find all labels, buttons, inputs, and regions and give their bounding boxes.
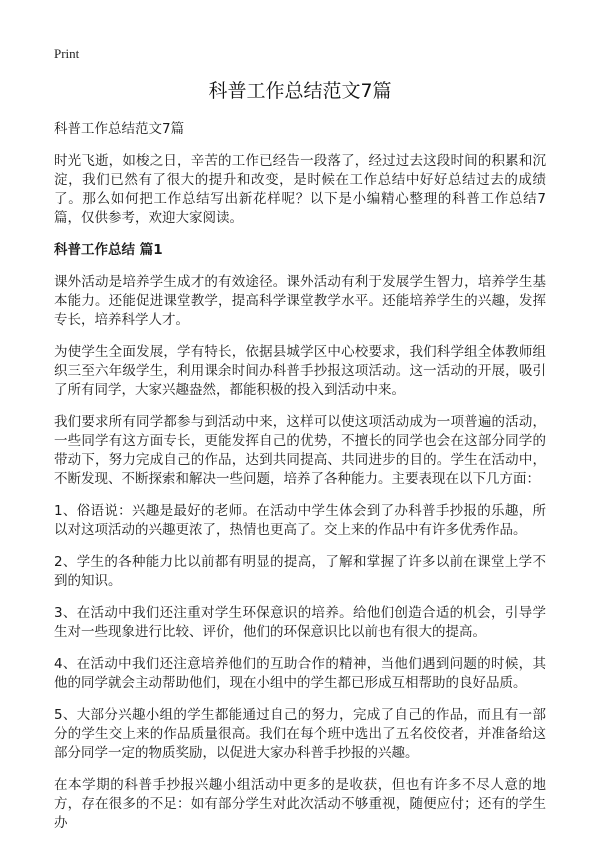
- body-paragraph: 我们要求所有同学都参与到活动中来，这样可以使这项活动成为一项普遍的活动，一些同学有这方面专长，更能发挥自己的优势，不擅长的同学也会在这部分同学的带动下，努力完成自己的作品，达到共同提高、共同进步的目的。学生在活动中，不断发现、不断探索和解决一些问题，培养了各种能力。主要表现在以下几方面：: [54, 414, 546, 487]
- list-item-paragraph: 4、在活动中我们还注意培养他们的互助合作的精神，当他们遇到问题的时候，其他的同学就会主动帮助他们，现在小组中的学生都已形成互相帮助的良好品质。: [54, 656, 546, 691]
- list-item-paragraph: 1、俗语说：兴趣是最好的老师。在活动中学生体会到了办科普手抄报的乐趣，所以对这项活动的兴趣更浓了，热情也更高了。交上来的作品中有许多优秀作品。: [54, 503, 546, 538]
- body-paragraph: 为使学生全面发展，学有特长，依据县城学区中心校要求，我们科学组全体教师组织三至六年级学生，利用课余时间办科普手抄报这项活动。这一活动的开展，吸引了所有同学，大家兴趣盎然，都能积极的投入到活动中来。: [54, 344, 546, 398]
- body-paragraph: 在本学期的科普手抄报兴趣小组活动中更多的是收获，但也有许多不尽人意的地方，存在很多的不足：如有部分学生对此次活动不够重视，随便应付；还有的学生办: [54, 777, 546, 831]
- section-heading: 科普工作总结 篇1: [54, 242, 163, 258]
- list-item-paragraph: 2、学生的各种能力比以前都有明显的提高，了解和掌握了许多以前在课堂上学不到的知识。: [54, 554, 546, 589]
- list-item-paragraph: 5、大部分兴趣小组的学生都能通过自己的努力，完成了自己的作品，而且有一部分的学生交上来的作品质量很高。我们在每个班中选出了五名佼佼者，并准备给这部分同学一定的物质奖励，以促进大家办科普手抄报的兴趣。: [54, 707, 546, 761]
- page-title: 科普工作总结范文7篇: [208, 80, 392, 102]
- list-item-paragraph: 3、在活动中我们还注重对学生环保意识的培养。给他们创造合适的机会，引导学生对一些现象进行比较、评价，他们的环保意识比以前也有很大的提高。: [54, 605, 546, 640]
- print-label: Print: [54, 46, 80, 61]
- intro-paragraph: 时光飞逝，如梭之日，辛苦的工作已经告一段落了，经过过去这段时间的积累和沉淀，我们已然有了很大的提升和改变，是时候在工作总结中好好总结过去的成绩了。那么如何把工作总结写出新花样呢？以下是小编精心整理的科普工作总结7篇，仅供参考，欢迎大家阅读。: [54, 153, 546, 226]
- document-subtitle: 科普工作总结范文7篇: [54, 121, 185, 137]
- document-body: [54, 120, 546, 846]
- body-paragraph: 课外活动是培养学生成才的有效途径。课外活动有利于发展学生智力，培养学生基本能力。还能促进课堂教学，提高科学课堂教学水平。还能培养学生的兴趣，发挥专长，培养科学人才。: [54, 274, 546, 328]
